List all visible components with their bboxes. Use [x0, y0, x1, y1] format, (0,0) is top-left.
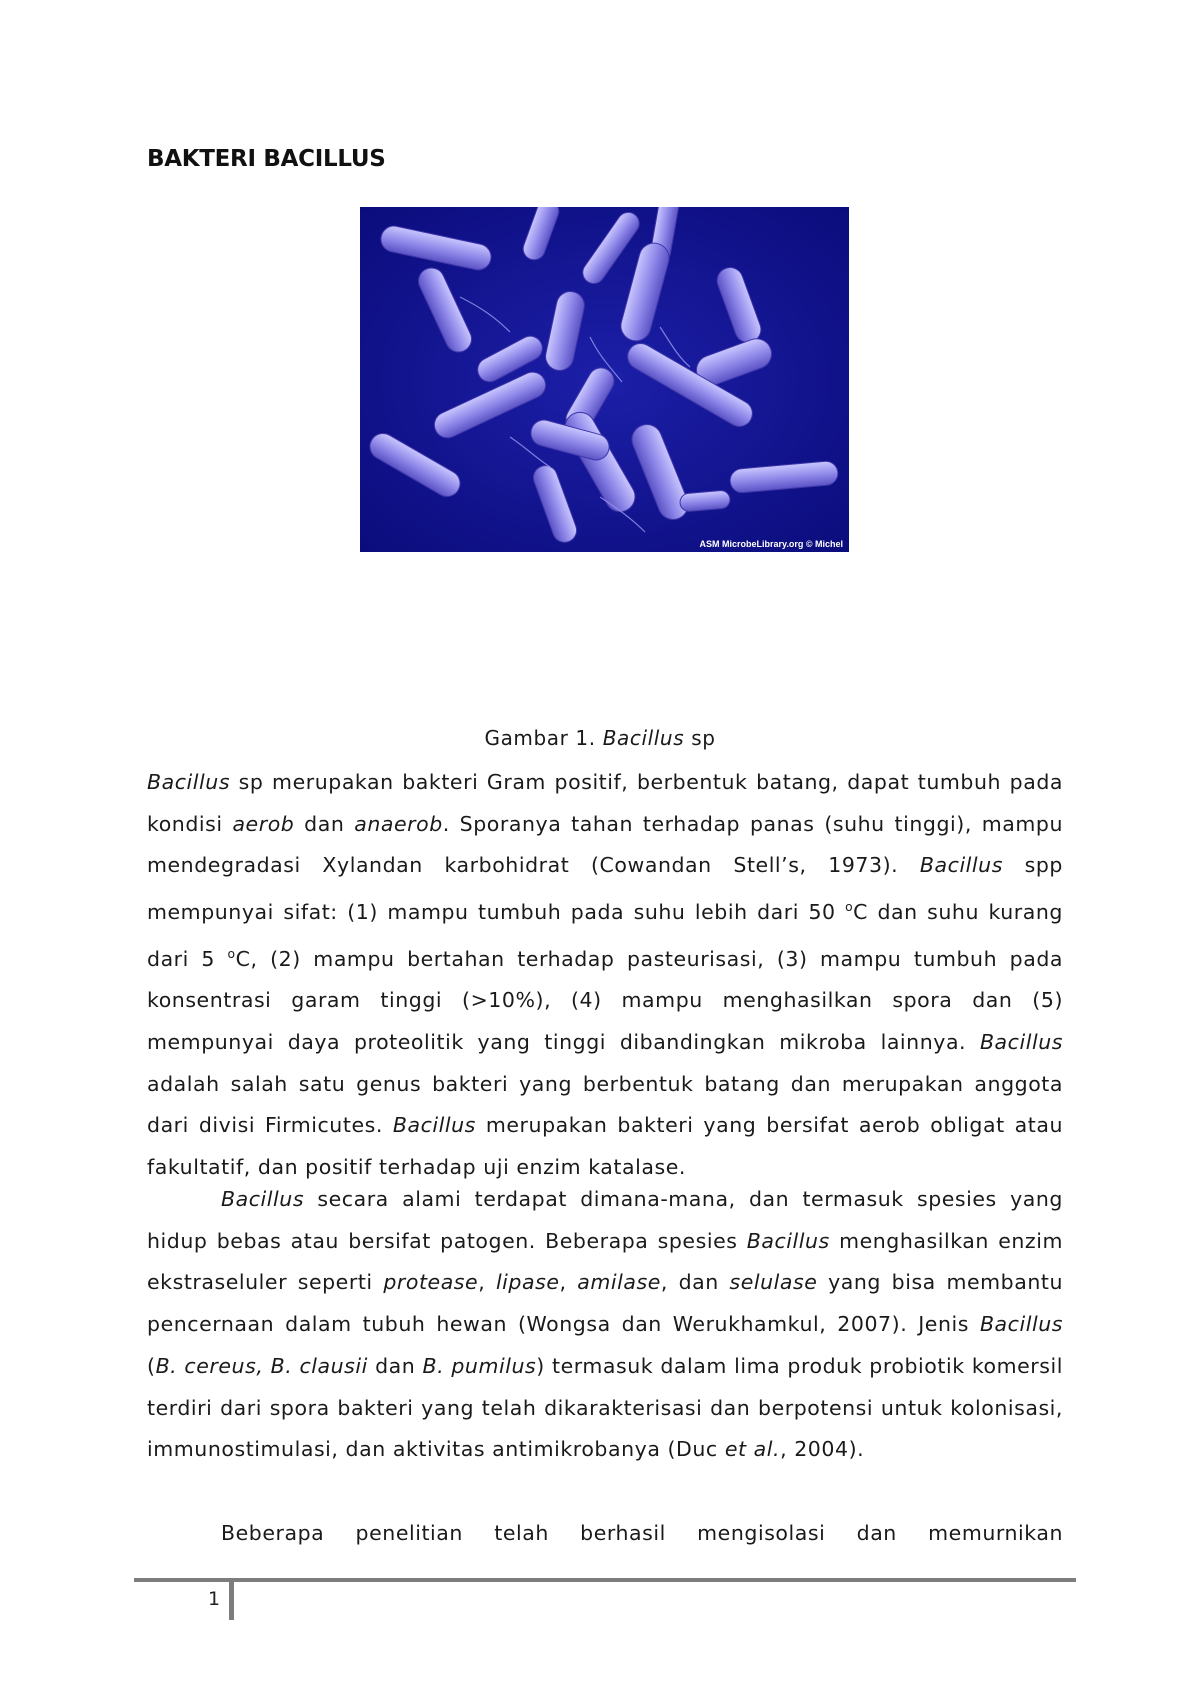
paragraph-2-text: Bacillus	[746, 1228, 830, 1253]
page-number: 1	[208, 1588, 221, 1610]
paragraph-1-text: sp merupakan bakteri Gram positif, berbentuk batang, dapat tumbuh pada kondisi	[147, 770, 1063, 836]
paragraph-1-text: spp mempunyai sifat: (1) mampu tumbuh pada suhu lebih dari 50	[147, 853, 1063, 924]
paragraph-2-text: ,	[559, 1270, 578, 1295]
paragraph-1-text: . Sporanya tahan terhadap panas (suhu tinggi), mampu mendegradasi Xylandan karbohidrat (Cowandan Stell’s, 1973).	[147, 811, 1063, 878]
degree-superscript: o	[227, 946, 236, 961]
bacillus-micrograph	[360, 207, 849, 552]
paragraph-2-text: Bacillus	[979, 1312, 1063, 1337]
paragraph-1-text: Bacillus	[979, 1029, 1063, 1054]
paragraph-2-text: (	[147, 1353, 156, 1378]
paragraph-2	[147, 1179, 1063, 1471]
footer-rule	[134, 1578, 1076, 1582]
paragraph-2-text: amilase	[577, 1270, 661, 1295]
caption-prefix: Gambar 1.	[484, 726, 603, 750]
document-title: BAKTERI BACILLUS	[147, 146, 386, 172]
footer-divider	[229, 1582, 234, 1620]
paragraph-1-text: Bacillus	[147, 770, 231, 794]
paragraph-2-text: B. cereus, B. clausii	[155, 1353, 368, 1378]
paragraph-1-text: C, (2) mampu bertahan terhadap pasteurisasi, (3) mampu tumbuh pada konsentrasi garam tinggi (>10%), (4) mampu menghasilkan spora dan (5) mempunyai daya proteolitik yang tinggi dibandingkan mikroba lainnya.	[147, 946, 1064, 1054]
paragraph-2-text: et al.	[724, 1437, 781, 1462]
paragraph-2-text: Bacillus	[221, 1187, 305, 1211]
degree-superscript: o	[845, 900, 854, 915]
paragraph-2-text: dan	[367, 1353, 423, 1378]
image-credit: ASM MicrobeLibrary.org © Michel	[699, 539, 843, 549]
paragraph-2-text: selulase	[729, 1270, 818, 1295]
paragraph-1-text: adalah salah satu genus bakteri yang berbentuk batang dan merupakan anggota dari divisi Firmicutes.	[147, 1071, 1063, 1138]
paragraph-3	[147, 1513, 1063, 1555]
paragraph-2-text: , dan	[660, 1270, 730, 1295]
paragraph-1	[147, 762, 1063, 1189]
paragraph-1-text: Bacillus	[919, 853, 1003, 878]
figure-caption	[0, 726, 1200, 750]
paragraph-1-text: merupakan bakteri yang bersifat aerob obligat atau fakultatif, dan positif terhadap uji enzim katalase.	[147, 1113, 1063, 1179]
paragraph-1-text: aerob	[232, 811, 295, 836]
paragraph-2-text: , 2004).	[780, 1437, 865, 1462]
paragraph-2-text: ) termasuk dalam lima produk probiotik komersil terdiri dari spora bakteri yang telah dikarakterisasi dan berpotensi untuk kolonisasi, immunostimulasi, dan aktivitas antimikrobanya (Duc	[147, 1353, 1063, 1462]
paragraph-1-text: C dan suhu kurang dari 5	[147, 899, 1063, 971]
paragraph-1-text: dan	[294, 811, 355, 836]
paragraph-2-text: protease	[383, 1270, 479, 1295]
caption-genus: Bacillus	[602, 726, 685, 750]
paragraph-1-text: anaerob	[354, 811, 443, 836]
caption-suffix: sp	[684, 726, 716, 750]
paragraph-2-text: yang bisa membantu pencernaan dalam tubuh hewan (Wongsa dan Werukhamkul, 2007). Jenis	[147, 1270, 1063, 1337]
paragraph-2-text: secara alami terdapat dimana-mana, dan termasuk spesies yang hidup bebas atau bersifat patogen. Beberapa spesies	[147, 1187, 1063, 1253]
paragraph-1-text: Bacillus	[392, 1113, 476, 1138]
paragraph-3-text: Beberapa penelitian telah berhasil mengisolasi dan memurnikan	[221, 1521, 1063, 1545]
paragraph-2-text: menghasilkan enzim ekstraseluler seperti	[147, 1228, 1063, 1295]
paragraph-2-text: lipase	[495, 1270, 560, 1295]
micrograph-drawing	[360, 207, 849, 552]
paragraph-2-text: B. pumilus	[422, 1353, 537, 1378]
paragraph-2-text: ,	[478, 1270, 496, 1295]
